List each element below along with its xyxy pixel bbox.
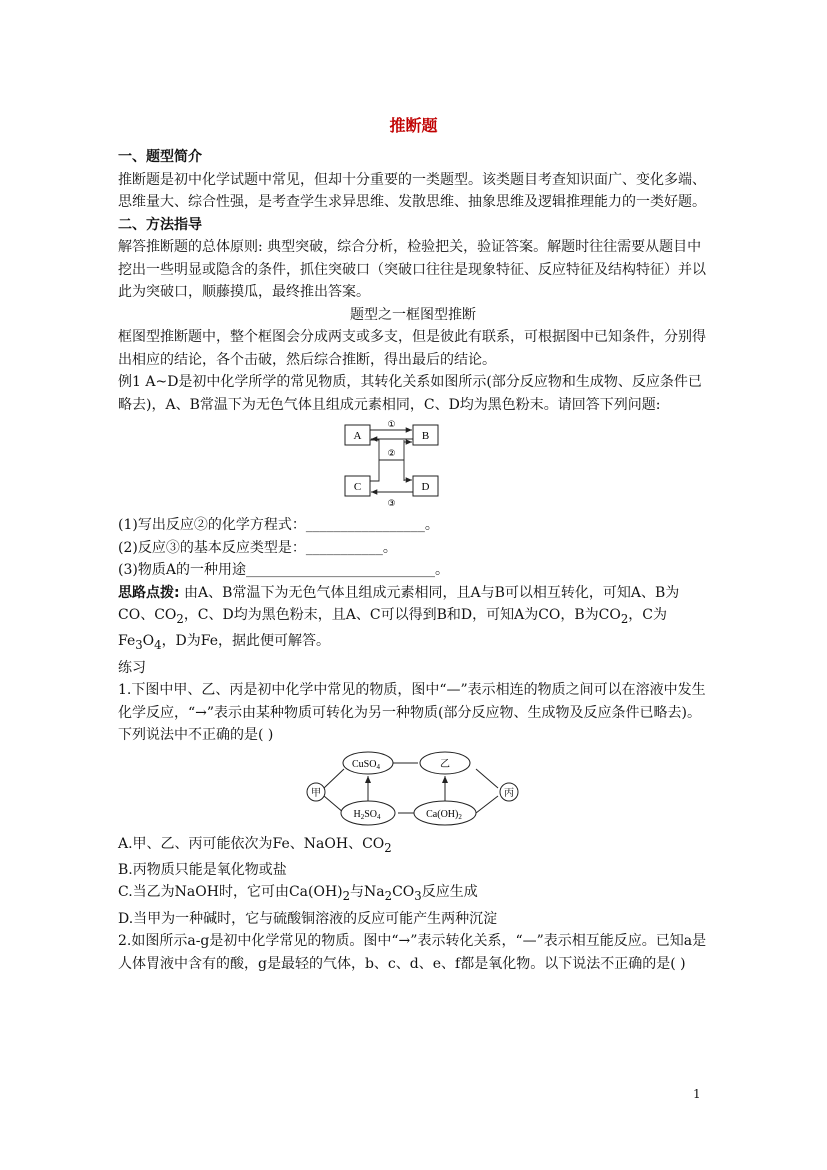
- section-heading-method: 二、方法指导: [118, 216, 202, 233]
- practice-label: 练习: [118, 659, 146, 676]
- node-h2so4: $H_2SO_4$: [352, 808, 381, 821]
- example1-stem: 例1 A~D是初中化学所学的常见物质，其转化关系如图所示(部分反应物和生成物、反应条件已略去)，A、B常温下为无色气体且组成元素相同，C、D均为黑色粉末。请回答下列问题:: [118, 374, 702, 413]
- subsection-intro-text: 框图型推断题中，整个框图会分成两支或多支，但是彼此有联系，可根据图中已知条件，分别得出相应的结论，各个击破，然后综合推断，得出最后的结论。: [118, 329, 706, 368]
- option-a-sub: 2: [384, 840, 392, 855]
- practice2-stem: 2.如图所示a-g是初中化学常见的物质。图中“→”表示转化关系，“—”表示相互能反应。已知a是人体胃液中含有的酸，g是最轻的气体，b、c、d、e、f都是氧化物。以下说法不正确的是( ): [118, 933, 707, 972]
- hint-text-5: ，D为Fe，据此便可解答。: [161, 633, 331, 650]
- option-c-sub-2: 2: [342, 889, 351, 904]
- option-c-text-4: 反应生成: [421, 884, 478, 901]
- label-b: B: [421, 430, 430, 442]
- page-title: 推断题: [389, 116, 438, 135]
- subsection-title: 题型之一框图型推断: [350, 306, 476, 323]
- label-c: C: [353, 481, 362, 493]
- hint-text-2: ，C、D均为黑色粉末，且A、C可以得到B和D，可知A为CO，B为CO: [183, 607, 621, 623]
- practice1-stem: 1.下图中甲、乙、丙是初中化学中常见的物质，图中“—”表示相连的物质之间可以在溶液中发生化学反应，“→”表示由某种物质可转化为另一种物质(部分反应物、生成物及反应条件已略去)。下列说法中不正确的是( ): [118, 682, 706, 744]
- hint-sub-co2-1: 2: [176, 611, 184, 626]
- reaction-3-label: ③: [387, 499, 396, 509]
- practice1-option-b: B.丙物质只能是氧化物或盐: [118, 861, 287, 878]
- hint-sub-o4: 4: [154, 638, 162, 653]
- hint-label: 思路点拨:: [118, 584, 180, 601]
- option-c-sub-na2: 2: [384, 889, 393, 904]
- example1-question-2: (2)反应③的基本反应类型是：___________。: [118, 539, 397, 556]
- example1-diagram: [343, 420, 483, 510]
- option-c-sub-3: 3: [414, 889, 422, 904]
- section-method-text: 解答推断题的总体原则: 典型突破，综合分析，检验把关，验证答案。解题时往往需要从题目中挖出一些明显或隐含的条件，抓住突破口（突破口往往是现象特征、反应特征及结构特征）并以此为突破口，顺藤摸瓜，最终推出答案。: [118, 239, 706, 300]
- label-a: A: [353, 430, 362, 442]
- hint-text-1: 由A、B常温下为无色气体且组成元素相同，且A与B可以相互转化，可知A、B为CO、CO: [118, 584, 680, 623]
- practice1-option-c: [118, 881, 708, 907]
- option-a-text: A.甲、乙、丙可能依次为Fe、NaOH、CO: [118, 835, 385, 852]
- option-c-text-2: 与Na: [350, 884, 385, 901]
- example1-question-3: (3)物质A的一种用途___________________________。: [118, 562, 449, 578]
- practice1-option-d: D.当甲为一种碱时，它与硫酸铜溶液的反应可能产生两种沉淀: [118, 910, 498, 927]
- example1-hint: [118, 582, 708, 657]
- section-heading-intro: 一、题型简介: [118, 149, 202, 165]
- option-c-text-1: C.当乙为NaOH时，它可由Ca(OH): [118, 884, 343, 901]
- reaction-2-label: ②: [387, 449, 396, 459]
- label-d: D: [421, 481, 430, 493]
- hint-sub-co2-2: 2: [620, 611, 629, 626]
- practice1-diagram: [306, 750, 521, 830]
- example1-question-1: (1)写出反应②的化学方程式：_________________。: [118, 517, 439, 533]
- hint-text-3: ，C为Fe: [118, 607, 668, 650]
- hint-text-4: O: [142, 633, 155, 650]
- hint-sub-fe3: 3: [135, 638, 143, 653]
- node-caoh2: $Ca(OH)_2$: [425, 808, 462, 821]
- reaction-1-label: ①: [387, 420, 396, 430]
- option-c-text-3: CO: [392, 884, 415, 901]
- node-yi: 乙: [439, 758, 450, 770]
- page-number: 1: [693, 1087, 701, 1101]
- node-cuso4: CuSO$_4$: [351, 758, 380, 771]
- practice1-option-a: [118, 833, 708, 859]
- node-jia: 甲: [310, 787, 321, 799]
- document-body: [118, 146, 708, 975]
- section-intro-text: 推断题是初中化学试题中常见，但却十分重要的一类题型。该类题目考查知识面广、变化多端、思维量大、综合性强，是考查学生求异思维、发散思维、抽象思维及逻辑推理能力的一类好题。: [118, 171, 706, 210]
- node-bing: 丙: [503, 787, 514, 799]
